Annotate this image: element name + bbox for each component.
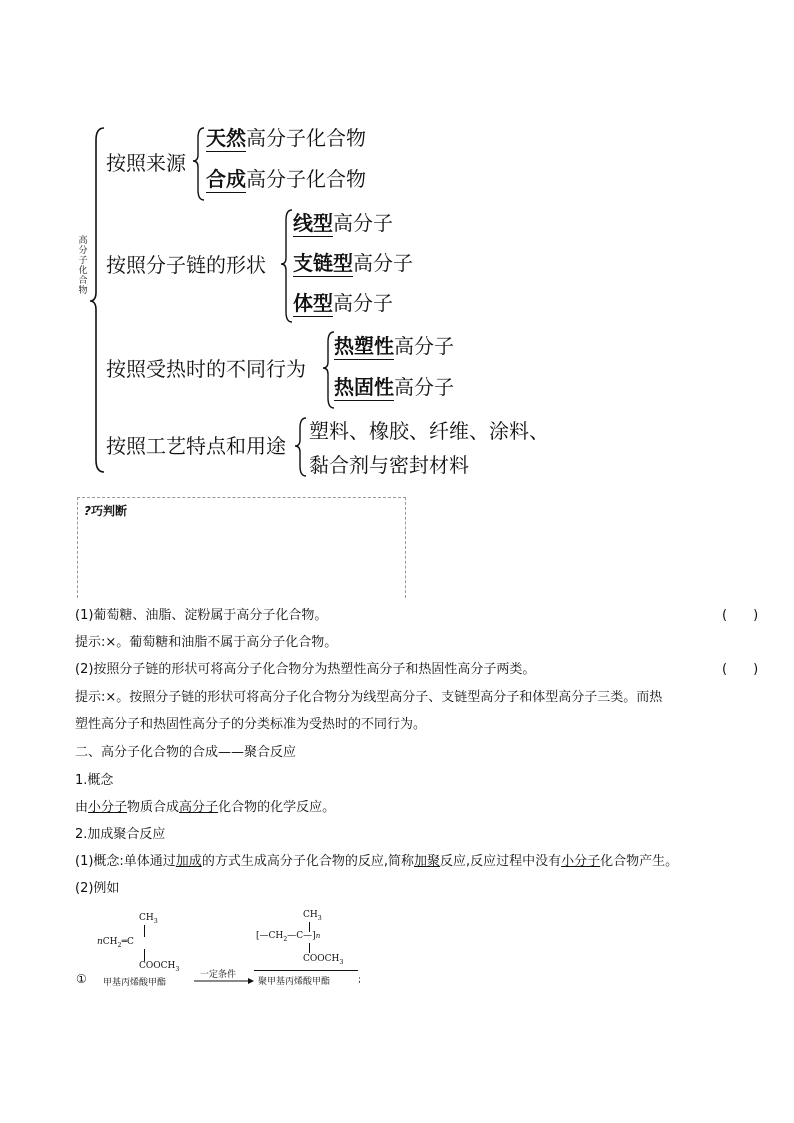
- underlined-term: 小分子: [561, 854, 601, 869]
- text-run: 化合物的化学反应。: [218, 800, 336, 815]
- text-run: 由: [75, 800, 89, 815]
- use-brace: [295, 418, 306, 476]
- text-run: 反应,反应过程中没有: [439, 854, 562, 869]
- tree-braces: [0, 0, 794, 480]
- underlined-term: 加成: [175, 854, 202, 869]
- quiz-title-text: 巧判断: [90, 504, 127, 518]
- double-bond: ═: [121, 937, 127, 947]
- chem-text: C: [296, 931, 304, 941]
- use-line-1: 塑料、橡胶、纤维、涂料、: [309, 419, 549, 443]
- bracket-left: [: [256, 931, 260, 941]
- text-run: 物质合成: [127, 800, 180, 815]
- addition-title: 2.加成聚合反应: [75, 827, 166, 842]
- tree-root-label: 高分子化合物: [78, 236, 88, 296]
- question-mark-icon: ?: [84, 504, 91, 518]
- concept-title: 1.概念: [75, 773, 114, 788]
- text-run: 化合物产生。: [600, 854, 679, 869]
- underlined-term: 加聚: [413, 854, 440, 869]
- reactant-methyl: $CH_3$: [139, 913, 158, 925]
- shape-item-key: 线型: [293, 211, 333, 235]
- use-label: 按照工艺特点和用途: [106, 434, 286, 458]
- source-item-key: 合成: [206, 167, 246, 191]
- shape-item-rest: 高分子: [353, 251, 413, 275]
- heat-brace: [323, 332, 334, 408]
- underlined-term: 小分子: [88, 800, 128, 815]
- product-name: 聚甲基丙烯酸甲酯: [258, 977, 331, 987]
- quiz-answer-paren-2: ( ): [722, 662, 759, 677]
- use-line-2: 黏合剂与密封材料: [309, 453, 469, 477]
- reactant-bond-down: [144, 949, 145, 961]
- chem-text: COOCH: [303, 954, 340, 964]
- heat-label: 按照受热时的不同行为: [106, 357, 306, 381]
- quiz-hint-2-line-2: 塑性高分子和热固性高分子的分类标准为受热时的不同行为。: [75, 717, 427, 732]
- addition-definition: [75, 853, 678, 871]
- right-arrow-icon: [194, 977, 254, 985]
- source-item-rest: 高分子化合物: [246, 167, 366, 191]
- shape-label: 按照分子链的形状: [106, 253, 266, 277]
- quiz-hint-2-line-1: 提示:×。按照分子链的形状可将高分子化合物分为线型高分子、支链型高分子和体型高分子三类。而热: [75, 690, 663, 705]
- product-ester: $COOCH_3$: [303, 954, 344, 966]
- shape-item-key: 体型: [293, 291, 333, 315]
- text-run: 的方式生成高分子化合物的反应,简称: [201, 854, 414, 869]
- quiz-question-1: (1)葡萄糖、油脂、淀粉属于高分子化合物。: [75, 608, 328, 623]
- product-underline: [254, 970, 358, 971]
- reactant-bond-up: [144, 925, 145, 937]
- chem-text: C: [126, 937, 134, 947]
- chem-coefficient: n: [97, 937, 103, 947]
- source-label: 按照来源: [106, 151, 186, 175]
- heat-item-rest: 高分子: [394, 375, 454, 399]
- reaction-tail: ;: [358, 975, 362, 985]
- quiz-question-2: (2)按照分子链的形状可将高分子化合物分为热塑性高分子和热固性高分子两类。: [75, 662, 536, 677]
- chem-text: CH: [102, 937, 118, 947]
- heat-item-thermoplastic: [334, 334, 454, 360]
- chem-text: CH: [303, 910, 318, 920]
- bracket-right: ]: [312, 931, 316, 941]
- section-heading: 二、高分子化合物的合成——聚合反应: [75, 745, 297, 760]
- source-item-synthetic: [206, 167, 366, 193]
- source-item-natural: [206, 126, 366, 152]
- shape-item-branched: [293, 251, 413, 277]
- underlined-term: 高分子: [179, 800, 219, 815]
- reaction-index: ①: [76, 972, 87, 986]
- shape-item-rest: 高分子: [333, 291, 393, 315]
- source-brace: [193, 128, 204, 200]
- heat-item-key: 热固性: [334, 375, 394, 399]
- reactant-name: 甲基丙烯酸甲酯: [103, 978, 167, 988]
- shape-item-network: [293, 291, 393, 317]
- heat-item-key: 热塑性: [334, 334, 394, 358]
- quiz-answer-paren-1: ( ): [722, 608, 759, 623]
- chem-coefficient: n: [315, 932, 321, 940]
- quiz-hint-1: 提示:×。葡萄糖和油脂不属于高分子化合物。: [75, 635, 338, 650]
- root-brace: [90, 128, 104, 472]
- shape-brace: [281, 210, 292, 322]
- chem-text: COOCH: [139, 961, 176, 971]
- source-item-rest: 高分子化合物: [246, 126, 366, 150]
- shape-item-linear: [293, 211, 393, 237]
- chem-text: CH: [268, 931, 284, 941]
- product-main: $[—CH_2—C—]n$: [256, 931, 321, 943]
- heat-item-rest: 高分子: [394, 334, 454, 358]
- product-bond-down: [309, 943, 310, 953]
- shape-item-key: 支链型: [293, 251, 353, 275]
- heat-item-thermoset: [334, 375, 454, 401]
- chem-text: CH: [139, 913, 154, 923]
- text-run: (1)概念:单体通过: [75, 854, 176, 869]
- reaction-condition: 一定条件: [200, 970, 237, 980]
- product-methyl: $CH_3$: [303, 910, 322, 922]
- reactant-ester: $COOCH_3$: [139, 961, 180, 973]
- shape-item-rest: 高分子: [333, 211, 393, 235]
- quiz-title: [84, 502, 127, 519]
- source-item-key: 天然: [206, 126, 246, 150]
- reactant-main: nCH$_2$═C: [97, 937, 134, 949]
- concept-text: [75, 799, 335, 817]
- example-title: (2)例如: [75, 881, 120, 896]
